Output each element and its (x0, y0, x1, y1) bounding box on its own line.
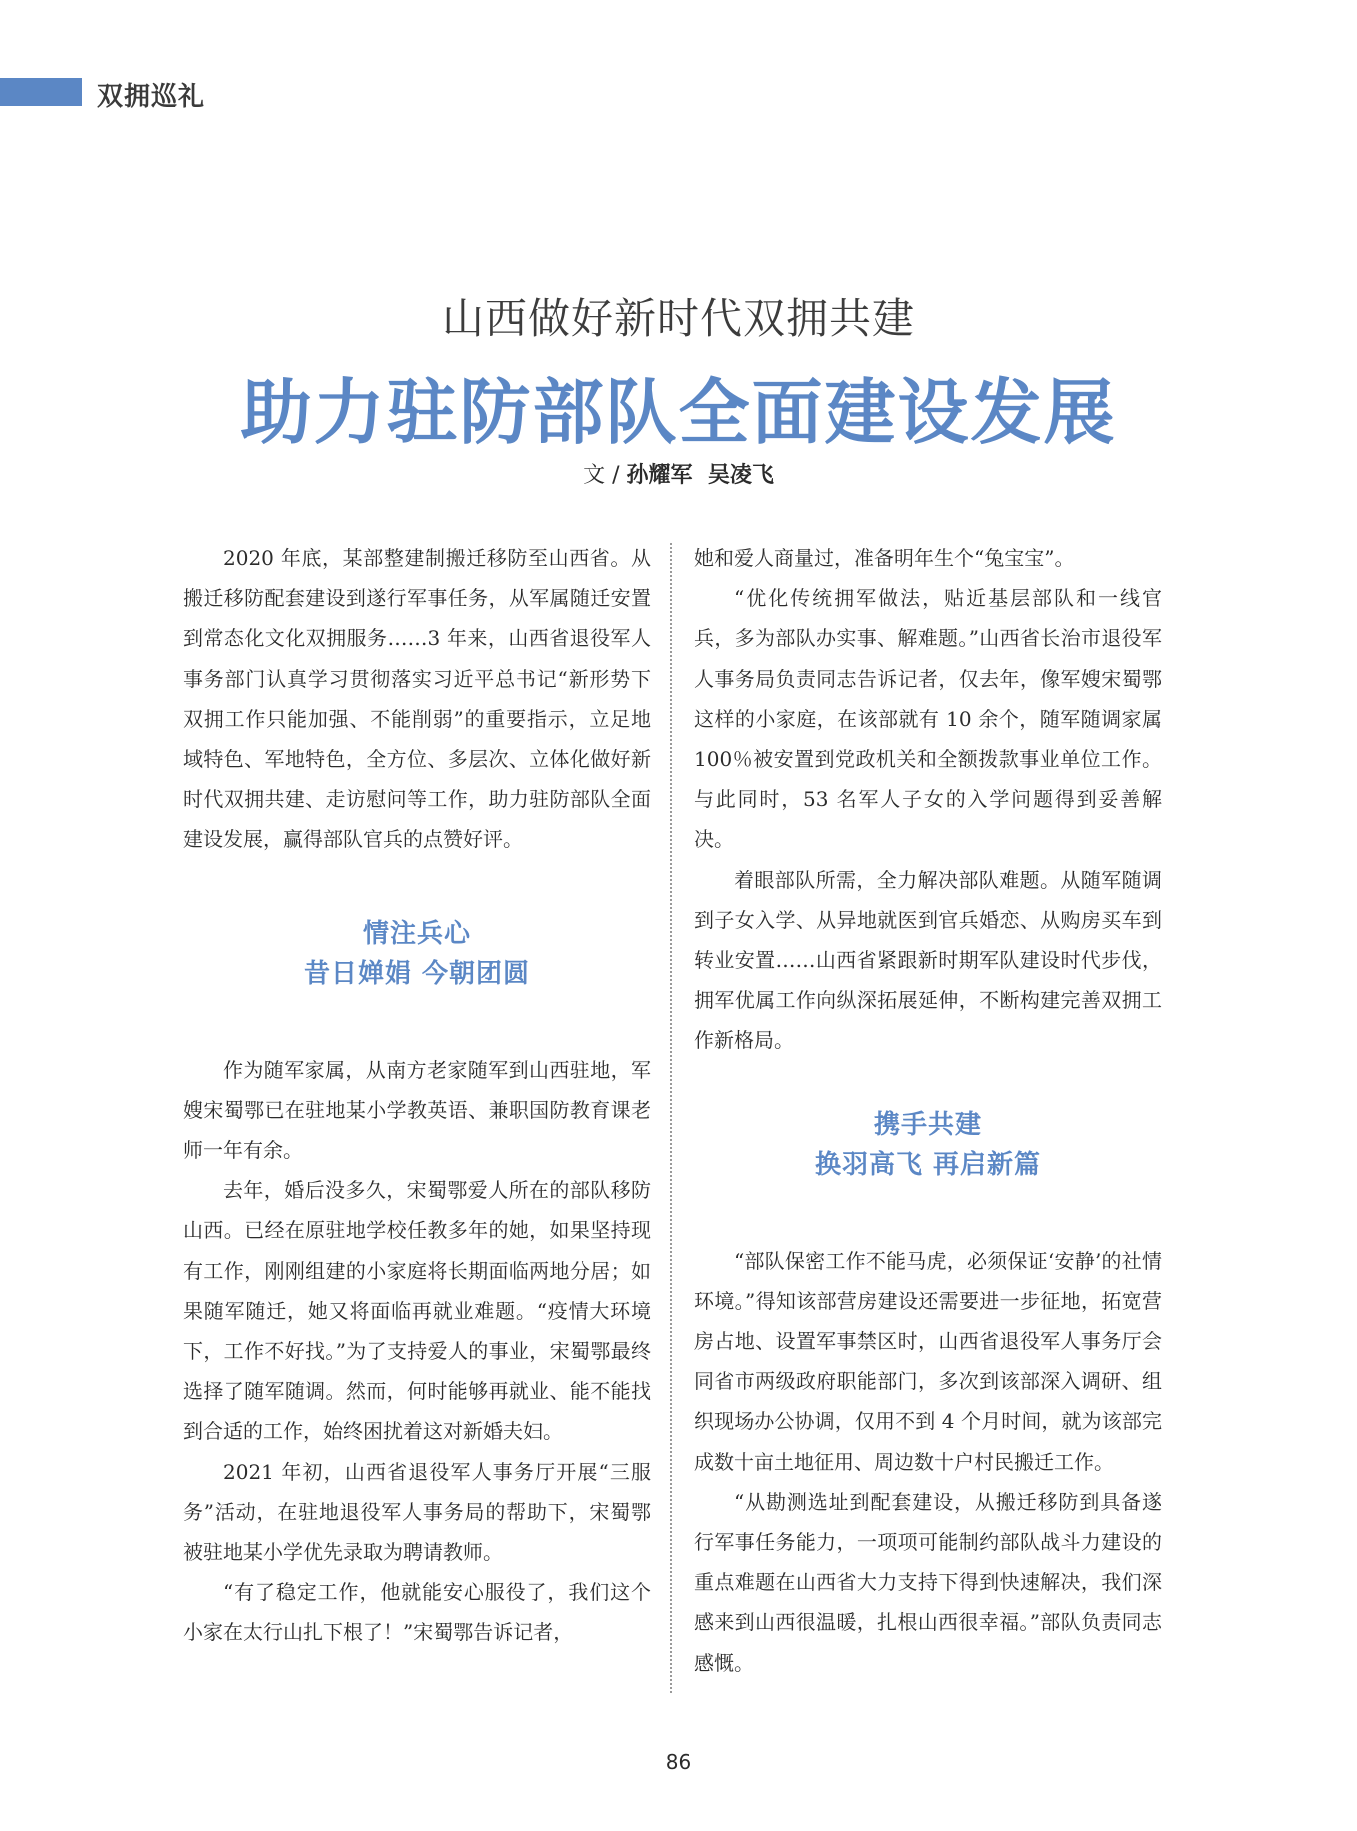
intro-paragraph: 2020 年底，某部整建制搬迁移防至山西省。从搬迁移防配套建设到遂行军事任务，从军属随迁安置到常态化文化双拥服务……3 年来，山西省退役军人事务部门认真学习贯彻落实习近平总书记“新形势下双拥工作只能加强、不能削弱”的重要指示，立足地域特色、军地特色，全方位、多层次、立体化做好新时代双拥共建、走访慰问等工作，助力驻防部队全面建设发展，赢得部队官兵的点赞好评。 (183, 546, 651, 852)
body-paragraph: “优化传统拥军做法，贴近基层部队和一线官兵，多为部队办实事、解难题。”山西省长治市退役军人事务局负责同志告诉记者，仅去年，像军嫂宋蜀鄂这样的小家庭，在该部就有 10 余个，随军随调家属 100％被安置到党政机关和全额拨款事业单位工作。与此同时，53 名军人子女的入学问题得到妥善解决。 (694, 586, 1162, 852)
column-divider (670, 543, 672, 1693)
section-label: 双拥巡礼 (97, 82, 206, 112)
article-title: 助力驻防部队全面建设发展 (240, 370, 1117, 454)
article-subtitle: 山西做好新时代双拥共建 (441, 294, 915, 343)
section-heading-2-line-1: 携手共建 (873, 1109, 982, 1140)
body-paragraph: “有了稳定工作，他就能安心服役了，我们这个小家在太行山扎下根了！”宋蜀鄂告诉记者， (183, 1580, 651, 1645)
continued-paragraph: 她和爱人商量过，准备明年生个“兔宝宝”。 (694, 546, 1075, 570)
byline (0, 458, 1357, 489)
body-paragraph: 去年，婚后没多久，宋蜀鄂爱人所在的部队移防山西。已经在原驻地学校任教多年的她，如果坚持现有工作，刚刚组建的小家庭将长期面临两地分居；如果随军随迁，她又将面临再就业难题。“疫情大环境下，工作不好找。”为了支持爱人的事业，宋蜀鄂最终选择了随军随调。然而，何时能够再就业、能不能找到合适的工作，始终困扰着这对新婚夫妇。 (183, 1178, 651, 1444)
body-paragraph: “部队保密工作不能马虎，必须保证‘安静’的社情环境。”得知该部营房建设还需要进一步征地，拓宽营房占地、设置军事禁区时，山西省退役军人事务厅会同省市两级政府职能部门，多次到该部深入调研、组织现场办公协调，仅用不到 4 个月时间，就为该部完成数十亩土地征用、周边数十户村民搬迁工作。 (694, 1248, 1162, 1474)
page-number: 86 (665, 1750, 692, 1774)
body-paragraph: 着眼部队所需，全力解决部队难题。从随军随调到子女入学、从异地就医到官兵婚恋、从购房买车到转业安置……山西省紧跟新时期军队建设时代步伐，拥军优属工作向纵深拓展延伸，不断构建完善双拥工作新格局。 (694, 867, 1162, 1053)
left-column (183, 538, 651, 1653)
byline-prefix: 文 / (583, 463, 627, 488)
section-heading-1 (183, 914, 651, 994)
section-color-bar (0, 78, 82, 106)
section-heading-2-line-2: 换羽高飞 再启新篇 (814, 1149, 1042, 1180)
body-paragraph: 2021 年初，山西省退役军人事务厅开展“三服务”活动，在驻地退役军人事务局的帮助下，宋蜀鄂被驻地某小学优先录取为聘请教师。 (183, 1459, 651, 1565)
body-paragraph: “从勘测选址到配套建设，从搬迁移防到具备遂行军事任务能力，一项项可能制约部队战斗力建设的重点难题在山西省大力支持下得到快速解决，我们深感来到山西很温暖，扎根山西很幸福。”部队负责同志感慨。 (694, 1489, 1162, 1675)
section-heading-1-line-2: 昔日婵娟 今朝团圆 (303, 958, 531, 989)
byline-authors: 孙耀军 吴凌飞 (626, 463, 774, 488)
body-paragraph: 作为随军家属，从南方老家随军到山西驻地，军嫂宋蜀鄂已在驻地某小学教英语、兼职国防教育课老师一年有余。 (183, 1057, 651, 1163)
section-heading-1-line-1: 情注兵心 (362, 918, 471, 949)
right-column (694, 538, 1162, 1683)
section-heading-2 (694, 1105, 1162, 1185)
